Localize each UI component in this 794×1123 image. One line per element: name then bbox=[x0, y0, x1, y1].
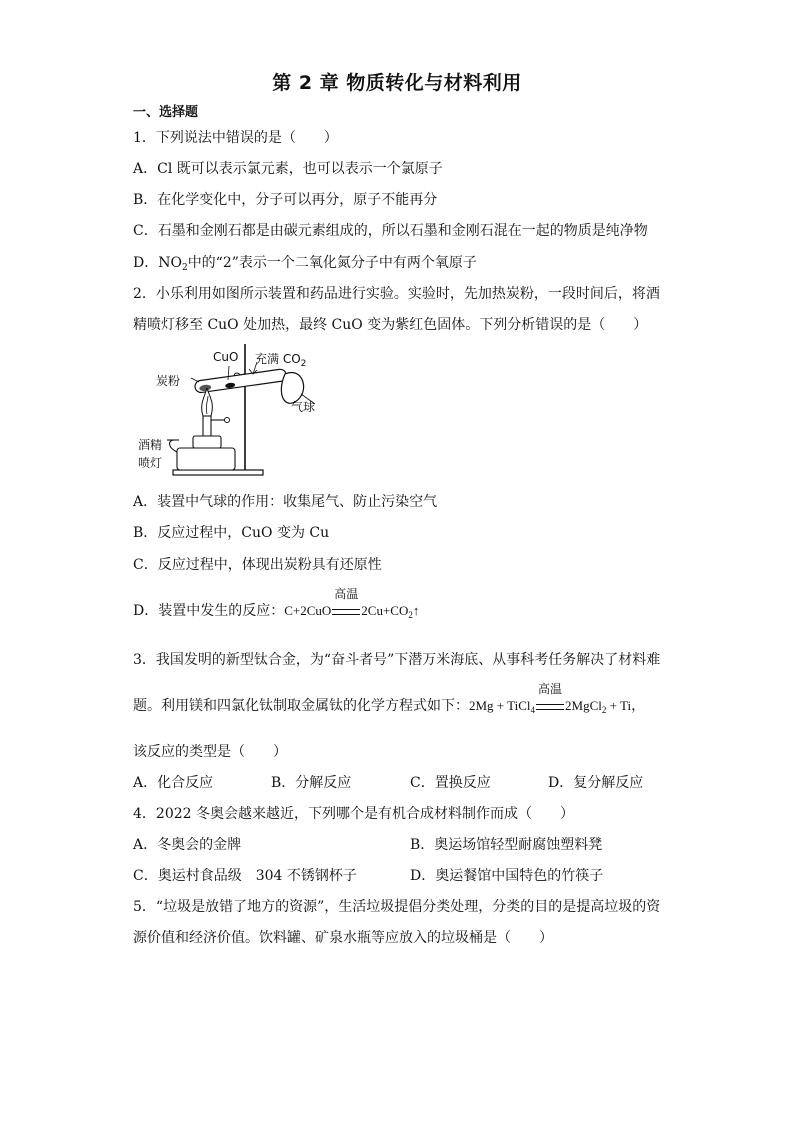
q3-stem-line2-text: 题。利用镁和四氯化钛制取金属钛的化学方程式如下： bbox=[133, 698, 469, 714]
q2-equation-condition: 高温 bbox=[334, 587, 359, 601]
section-heading: 一、选择题 bbox=[133, 105, 199, 120]
q2-option-b: B．反应过程中，CuO 变为 Cu bbox=[133, 525, 330, 541]
q5-stem-line2: 源价值和经济价值。饮料罐、矿泉水瓶等应放入的垃圾桶是（ ） bbox=[133, 930, 553, 946]
label-lamp-line1: 酒精 bbox=[138, 438, 163, 452]
q2-option-d-prefix: D．装置中发生的反应： bbox=[133, 603, 285, 619]
q2-stem-line2: 精喷灯移至 CuO 处加热，最终 CuO 变为紫红色固体。下列分析错误的是（ ） bbox=[133, 317, 648, 333]
q1-option-a: A．Cl 既可以表示氯元素，也可以表示一个氯原子 bbox=[133, 161, 443, 177]
q4-stem: 4．2022 冬奥会越来越近，下列哪个是有机合成材料制作而成（ ） bbox=[133, 806, 574, 822]
lamp-body bbox=[177, 448, 235, 470]
q3-equation-condition: 高温 bbox=[538, 682, 563, 696]
label-carbon: 炭粉 bbox=[156, 374, 181, 388]
q1-stem: 1．下列说法中错误的是（ ） bbox=[133, 130, 338, 146]
q1-option-b: B．在化学变化中，分子可以再分，原子不能再分 bbox=[133, 192, 438, 208]
q1-option-d-prefix: D．NO bbox=[133, 255, 182, 271]
q1-option-d-text: 中的“2”表示一个二氧化氮分子中有两个氧原子 bbox=[187, 255, 477, 271]
q3-equation: 2Mg + TiCl$_4$ 高温 2MgCl$_2$ + Ti bbox=[469, 696, 631, 720]
q2-stem-line1: 2．小乐利用如图所示装置和药品进行实验。实验时，先加热炭粉，一段时间后，将酒 bbox=[133, 286, 660, 302]
q1-option-c: C．石墨和金刚石都是由碳元素组成的，所以石墨和金刚石混在一起的物质是纯净物 bbox=[133, 223, 648, 239]
label-cuo: CuO bbox=[213, 350, 239, 364]
q2-equation: C+2CuO 高温 $2Cu+CO_2↑$ bbox=[284, 601, 419, 625]
q3-option-c: C．置换反应 bbox=[410, 775, 491, 791]
q3-option-a: A．化合反应 bbox=[133, 775, 214, 791]
label-lamp-line2: 喷灯 bbox=[138, 456, 163, 470]
q3-stem-line3: 该反应的类型是（ ） bbox=[133, 744, 287, 760]
q2-option-d bbox=[133, 587, 420, 625]
q2-option-a: A．装置中气球的作用：收集尾气、防止污染空气 bbox=[133, 494, 438, 510]
q3-stem-line1: 3．我国发明的新型钛合金，为“奋斗者号”下潜万米海底、从事科考任务解决了材料难 bbox=[133, 652, 661, 668]
reaction-tube bbox=[194, 369, 287, 394]
q3-option-d: D．复分解反应 bbox=[548, 775, 644, 791]
q4-option-c: C．奥运村食品级 304 不锈钢杯子 bbox=[133, 868, 357, 884]
label-balloon: 气球 bbox=[291, 400, 316, 414]
q3-stem-line2: 题。利用镁和四氯化钛制取金属钛的化学方程式如下：2Mg + TiCl$_4$ 高温 2MgCl$_2$ + Ti， bbox=[133, 696, 645, 720]
q2-option-c: C．反应过程中，体现出炭粉具有还原性 bbox=[133, 557, 382, 573]
page-title: 第 2 章 物质转化与材料利用 bbox=[272, 72, 522, 94]
q1-option-d-subscript: 2 bbox=[181, 263, 188, 273]
q3-option-b: B．分解反应 bbox=[271, 775, 352, 791]
label-co2: 充满 $CO_2$ bbox=[255, 352, 307, 369]
q4-option-d: D．奥运餐馆中国特色的竹筷子 bbox=[410, 868, 604, 884]
q1-option-d bbox=[133, 253, 477, 278]
q4-option-b: B．奥运场馆轻型耐腐蚀塑料凳 bbox=[410, 837, 603, 853]
q4-option-a: A．冬奥会的金牌 bbox=[133, 837, 242, 853]
q5-stem-line1: 5．“垃圾是放错了地方的资源”，生活垃圾提倡分类处理，分类的目的是提高垃圾的资 bbox=[133, 899, 661, 915]
apparatus-figure bbox=[133, 344, 333, 478]
stand-base bbox=[173, 470, 263, 475]
